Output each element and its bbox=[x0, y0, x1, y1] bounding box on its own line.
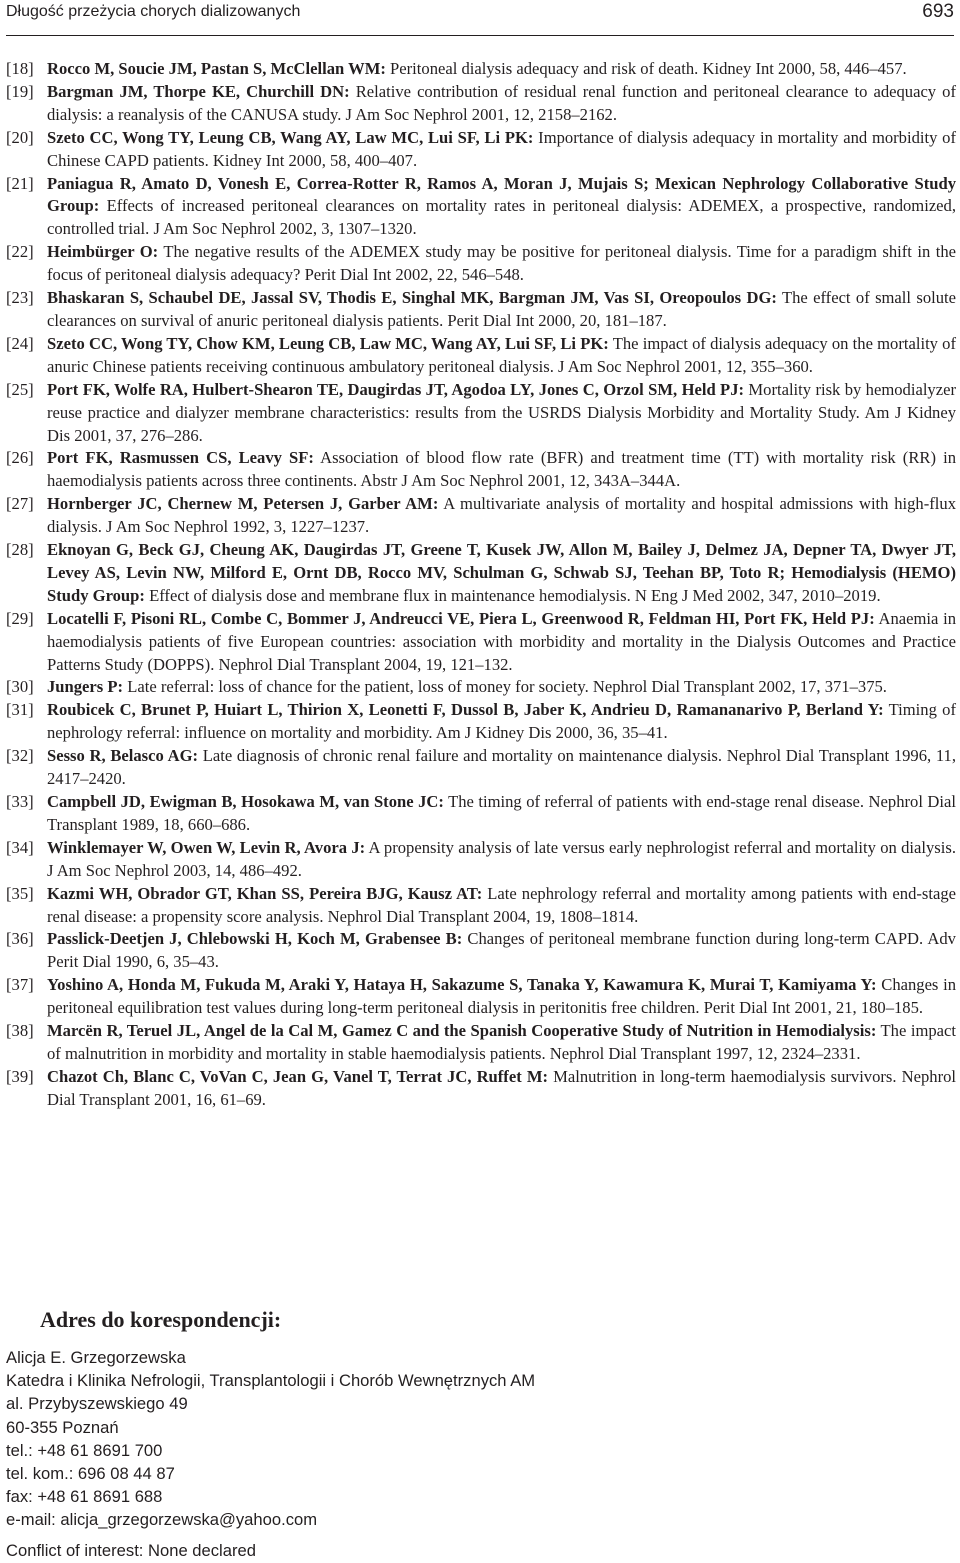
reference-item bbox=[6, 608, 956, 677]
reference-text: Late diagnosis of chronic renal failure and mortality on maintenance dialysis. Nephrol Dial Transplant 1996, 11, 2417–2420. bbox=[47, 746, 957, 789]
reference-number: [18] bbox=[6, 59, 34, 78]
correspondence-mobile: tel. kom.: 696 08 44 87 bbox=[6, 1464, 175, 1484]
correspondence-phone: tel.: +48 61 8691 700 bbox=[6, 1440, 163, 1460]
reference-item bbox=[6, 837, 956, 883]
reference-item bbox=[6, 58, 956, 81]
page-number: 693 bbox=[922, 1, 954, 22]
reference-list bbox=[6, 58, 956, 1112]
reference-text: The impact of malnutrition in morbidity and mortality in stable haemodialysis patients. Nephrol Dial Transplant 1997, 12, 2324–2331. bbox=[47, 1021, 956, 1063]
reference-authors: Campbell JD, Ewigman B, Hosokawa M, van Stone JC: bbox=[47, 792, 444, 811]
reference-item bbox=[6, 699, 956, 745]
reference-text: The timing of referral of patients with end-stage renal disease. Nephrol Dial Transplant 1989, 18, 660–686. bbox=[47, 792, 956, 834]
reference-text: The effect of small solute clearances on survival of anuric peritoneal dialysis patients. Perit Dial Int 2000, 20, 181–187. bbox=[47, 288, 956, 330]
reference-authors: Bargman JM, Thorpe KE, Churchill DN: bbox=[47, 81, 350, 101]
reference-authors: Szeto CC, Wong TY, Leung CB, Wang AY, Law MC, Lui SF, Li PK: bbox=[47, 127, 534, 147]
reference-number: [29] bbox=[6, 608, 34, 628]
reference-item bbox=[6, 379, 956, 448]
reference-item bbox=[6, 1066, 956, 1112]
reference-text: The impact of dialysis adequacy on the mortality of anuric Chinese patients receiving continuous ambulatory peritoneal dialysis. J Am Soc Nephrol 2001, 12, 355–360. bbox=[47, 333, 956, 376]
reference-number: [30] bbox=[6, 677, 34, 697]
reference-number: [22] bbox=[6, 242, 34, 262]
running-title: Długość przeżycia chorych dializowanych bbox=[6, 3, 301, 20]
reference-number: [26] bbox=[6, 448, 34, 468]
correspondence-name: Alicja E. Grzegorzewska bbox=[6, 1348, 186, 1367]
reference-number: [38] bbox=[6, 1021, 34, 1041]
reference-number: [33] bbox=[6, 792, 34, 811]
reference-item bbox=[6, 974, 956, 1020]
correspondence-block bbox=[6, 1306, 956, 1532]
reference-text: Mortality risk by hemodialyzer reuse practice and dialyzer membrane characteristics: results from the USRDS Dialysis Morbidity and Mortality Study. Am J Kidney Dis 2001, 37, 276–286. bbox=[47, 379, 956, 445]
reference-number: [36] bbox=[6, 929, 34, 949]
reference-number: [25] bbox=[6, 379, 34, 399]
reference-text: A multivariate analysis of mortality and hospital admissions with high-flux dialysis. J Am Soc Nephrol 1992, 3, 1227–1237. bbox=[47, 494, 956, 537]
reference-authors: Sesso R, Belasco AG: bbox=[47, 746, 199, 766]
reference-text: Timing of nephrology referral: influence on mortality and morbidity. Am J Kidney Dis 2000, 36, 35–41. bbox=[47, 700, 956, 743]
correspondence-email: e-mail: alicja_grzegorzewska@yahoo.com bbox=[6, 1510, 318, 1530]
reference-number: [39] bbox=[6, 1066, 34, 1086]
reference-text: Effect of dialysis dose and membrane flux in maintenance hemodialysis. N Eng J Med 2002, 347, 2010–2019. bbox=[144, 585, 881, 605]
reference-authors: Eknoyan G, Beck GJ, Cheung AK, Daugirdas JT, Greene T, Kusek JW, Allon M, Bailey J, Delmez JA, Depner TA, Dwyer JT, Levey AS, Levin NW, Milford E, Ornt DB, Rocco MV, Schulman G, Schwab SJ, Teehan BP, Toto R; Hemodialysis (HEMO) Study Group: bbox=[47, 540, 956, 605]
correspondence-institution: Katedra i Klinika Nefrologii, Transplantologii i Chorób Wewnętrznych AM bbox=[6, 1371, 536, 1391]
reference-number: [28] bbox=[6, 540, 34, 560]
reference-item bbox=[6, 447, 956, 493]
reference-authors: Chazot Ch, Blanc C, VoVan C, Jean G, Vanel T, Terrat JC, Ruffet M: bbox=[47, 1066, 549, 1086]
reference-item bbox=[6, 173, 956, 242]
reference-authors: Yoshino A, Honda M, Fukuda M, Araki Y, Hataya H, Sakazume S, Tanaka Y, Kawamura K, Murai T, Kamiyama Y: bbox=[47, 975, 877, 995]
reference-text: Effects of increased peritoneal clearances on mortality rates in peritoneal dialysis: ADEMEX, a prospective, randomized, controlled trial. J Am Soc Nephrol 2002, 3, 1307–1320. bbox=[47, 196, 956, 239]
reference-number: [24] bbox=[6, 333, 34, 353]
reference-text: Malnutrition in long-term haemodialysis survivors. Nephrol Dial Transplant 2001, 16, 61–69. bbox=[47, 1066, 956, 1109]
reference-text: The negative results of the ADEMEX study may be positive for peritoneal dialysis. Time for a paradigm shift in the focus of peritoneal dialysis adequacy? Perit Dial Int 2002, 22, 546–548. bbox=[47, 242, 957, 285]
reference-item bbox=[6, 241, 956, 287]
correspondence-street: al. Przybyszewskiego 49 bbox=[6, 1394, 188, 1414]
reference-text: Peritoneal dialysis adequacy and risk of death. Kidney Int 2000, 58, 446–457. bbox=[385, 59, 907, 78]
reference-authors: Passlick-Deetjen J, Chlebowski H, Koch M, Grabensee B: bbox=[47, 929, 463, 949]
reference-item bbox=[6, 791, 956, 837]
correspondence-city: 60-355 Poznań bbox=[6, 1417, 119, 1437]
correspondence-heading: Adres do korespondencji: bbox=[40, 1307, 282, 1332]
reference-authors: Port FK, Wolfe RA, Hulbert-Shearon TE, Daugirdas JT, Agodoa LY, Jones C, Orzol SM, Held PJ: bbox=[47, 379, 745, 399]
correspondence-fax: fax: +48 61 8691 688 bbox=[6, 1487, 163, 1507]
reference-authors: Kazmi WH, Obrador GT, Khan SS, Pereira BJG, Kausz AT: bbox=[47, 883, 483, 903]
reference-authors: Locatelli F, Pisoni RL, Combe C, Bommer J, Andreucci VE, Piera L, Greenwood R, Feldman HI, Port FK, Held PJ: bbox=[47, 608, 875, 628]
conflict-of-interest: Conflict of interest: None declared bbox=[6, 1541, 256, 1560]
reference-item bbox=[6, 745, 956, 791]
reference-number: [27] bbox=[6, 494, 34, 514]
reference-authors: Jungers P: bbox=[47, 677, 124, 697]
reference-authors: Roubicek C, Brunet P, Huiart L, Thirion X, Leonetti F, Dussol B, Jaber K, Andrieu D, Ramananarivo P, Berland Y: bbox=[47, 700, 884, 720]
reference-item bbox=[6, 883, 956, 929]
running-header bbox=[6, 0, 954, 26]
reference-text: Anaemia in haemodialysis patients of five European countries: association with morbidity and mortality in the Dialysis Outcomes and Practice Patterns Study (DOPPS). Nephrol Dial Transplant 2004, 19, 121–132. bbox=[47, 608, 956, 674]
reference-item bbox=[6, 127, 956, 173]
reference-number: [35] bbox=[6, 883, 34, 903]
header-rule bbox=[6, 35, 954, 36]
reference-number: [20] bbox=[6, 127, 34, 147]
reference-number: [21] bbox=[6, 173, 34, 193]
reference-item bbox=[6, 1020, 956, 1066]
reference-text: A propensity analysis of late versus early nephrologist referral and mortality on dialysis. J Am Soc Nephrol 2003, 14, 486–492. bbox=[47, 837, 956, 880]
reference-text: Importance of dialysis adequacy in mortality and morbidity of Chinese CAPD patients. Kidney Int 2000, 58, 400–407. bbox=[47, 127, 956, 170]
reference-authors: Heimbürger O: bbox=[47, 242, 159, 262]
reference-text: Relative contribution of residual renal function and peritoneal clearance to adequacy of dialysis: a reanalysis of the CANUSA study. J Am Soc Nephrol 2001, 12, 2158–2162. bbox=[47, 81, 956, 124]
reference-item bbox=[6, 81, 956, 127]
reference-authors: Winklemayer W, Owen W, Levin R, Avora J: bbox=[47, 837, 366, 857]
reference-authors: Marcën R, Teruel JL, Angel de la Cal M, Gamez C and the Spanish Cooperative Study of Nutrition in Hemodialysis: bbox=[47, 1021, 877, 1041]
reference-number: [19] bbox=[6, 81, 34, 101]
reference-number: [32] bbox=[6, 746, 34, 766]
reference-number: [31] bbox=[6, 700, 34, 720]
reference-number: [23] bbox=[6, 288, 34, 308]
reference-text: Changes of peritoneal membrane function during long-term CAPD. Adv Perit Dial 1990, 6, 35–43. bbox=[47, 929, 956, 972]
reference-item bbox=[6, 539, 956, 608]
reference-item bbox=[6, 287, 956, 333]
reference-text: Changes in peritoneal equilibration test values during long-term peritoneal dialysis in peritonitis free children. Perit Dial Int 2001, 21, 180–185. bbox=[47, 975, 956, 1018]
reference-authors: Rocco M, Soucie JM, Pastan S, McClellan WM: bbox=[47, 59, 386, 78]
reference-number: [34] bbox=[6, 837, 34, 857]
reference-number: [37] bbox=[6, 975, 34, 995]
reference-item bbox=[6, 676, 956, 699]
reference-authors: Szeto CC, Wong TY, Chow KM, Leung CB, Law MC, Wang AY, Lui SF, Li PK: bbox=[47, 333, 609, 353]
reference-item bbox=[6, 928, 956, 974]
reference-authors: Paniagua R, Amato D, Vonesh E, Correa-Rotter R, Ramos A, Moran J, Mujais S; Mexican Nephrology Collaborative Study Group: bbox=[47, 173, 956, 216]
reference-item bbox=[6, 333, 956, 379]
reference-authors: Hornberger JC, Chernew M, Petersen J, Garber AM: bbox=[47, 494, 439, 514]
reference-text: Late referral: loss of chance for the patient, loss of money for society. Nephrol Dial Transplant 2002, 17, 371–375. bbox=[123, 677, 887, 697]
reference-authors: Bhaskaran S, Schaubel DE, Jassal SV, Thodis E, Singhal MK, Bargman JM, Vas SI, Oreopoulos DG: bbox=[47, 288, 777, 308]
reference-text: Association of blood flow rate (BFR) and treatment time (TT) with mortality risk (RR) in haemodialysis patients across three continents. Abstr J Am Soc Nephrol 2001, 12, 343A–344A. bbox=[47, 448, 956, 491]
reference-authors: Port FK, Rasmussen CS, Leavy SF: bbox=[47, 448, 314, 468]
reference-text: Late nephrology referral and mortality among patients with end-stage renal disease: a propensity score analysis. Nephrol Dial Transplant 2004, 19, 1808–1814. bbox=[47, 883, 956, 926]
reference-item bbox=[6, 493, 956, 539]
